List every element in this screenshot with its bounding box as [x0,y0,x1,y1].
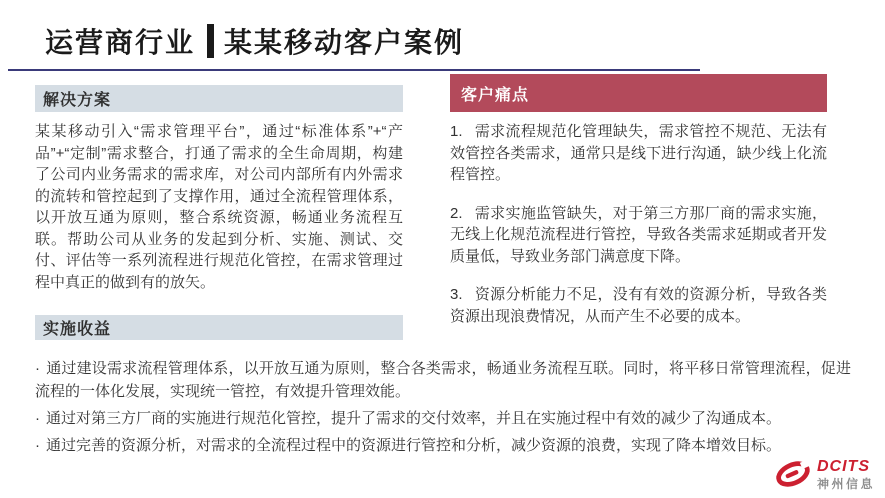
benefit-text: 通过建设需求流程管理体系，以开放互通为原则，整合各类需求，畅通业务流程互联。同时，将平移日常管理流程，促进流程的一体化发展，实现统一管控，有效提升管理效能。 [35,360,851,400]
benefit-item [35,407,851,430]
pain-point-number: 2. [450,204,463,222]
solution-header: 解决方案 [35,85,403,112]
solution-body-text: 某某移动引入“需求管理平台”，通过“标准体系”+“产品”+“定制”需求整合，打通了需求的全生命周期，构建了公司内业务需求的需求库，对公司内部所有内外需求的流转和管控起到了支撑作用，通过全流程管理体系，以开放互通为原则，整合系统资源，畅通业务流程互联。帮助公司从业务的发起到分析、实施、测试、交付、评估等一系列流程进行规范化管控，在需求管理过程中真正的做到有的放矢。 [35,123,403,291]
pain-point-number: 1. [450,123,463,140]
pain-points-panel [450,74,827,344]
title-part1: 运营商行业 [45,27,196,58]
logo-text-block [817,459,875,490]
bullet-dot: · [35,437,40,454]
bullet-dot: · [35,360,40,377]
title-divider-bar [207,24,214,58]
pain-points-list [450,121,827,327]
pain-point-item [450,203,827,268]
solution-panel [35,85,403,293]
benefits-header: 实施收益 [35,315,403,340]
benefit-text: 通过对第三方厂商的实施进行规范化管控，提升了需求的交付效率，并且在实施过程中有效的减少了沟通成本。 [46,410,782,427]
benefits-list [35,357,851,457]
pain-point-number: 3. [450,286,463,303]
benefit-text: 通过完善的资源分析，对需求的全流程过程中的资源进行管控和分析，减少资源的浪费，实现了降本增效目标。 [46,437,782,454]
pain-point-item [450,121,827,186]
pain-point-text: 需求实施监管缺失，对于第三方那厂商的需求实施，无线上化规范流程进行管控，导致各类需求延期或者开发质量低，导致业务部门满意度下降。 [450,204,827,265]
benefit-item [35,434,851,457]
dcits-swoosh-icon [774,458,812,490]
benefits-panel [35,315,851,461]
company-logo [774,458,875,490]
title-part2: 某某移动客户案例 [224,27,465,58]
bullet-dot: · [35,410,40,427]
logo-subtitle: 神州信息 [816,476,875,491]
logo-name: DCITS [816,457,870,475]
title-underline-rule [8,69,700,71]
benefit-item [35,357,851,403]
pain-point-text: 需求流程规范化管理缺失，需求管控不规范、无法有效管控各类需求，通常只是线下进行沟通，缺少线上化流程管控。 [450,123,827,183]
pain-points-header: 客户痛点 [450,74,827,112]
pain-point-text: 资源分析能力不足，没有有效的资源分析，导致各类资源出现浪费情况，从而产生不必要的成本。 [450,286,827,325]
page-title [45,21,464,61]
